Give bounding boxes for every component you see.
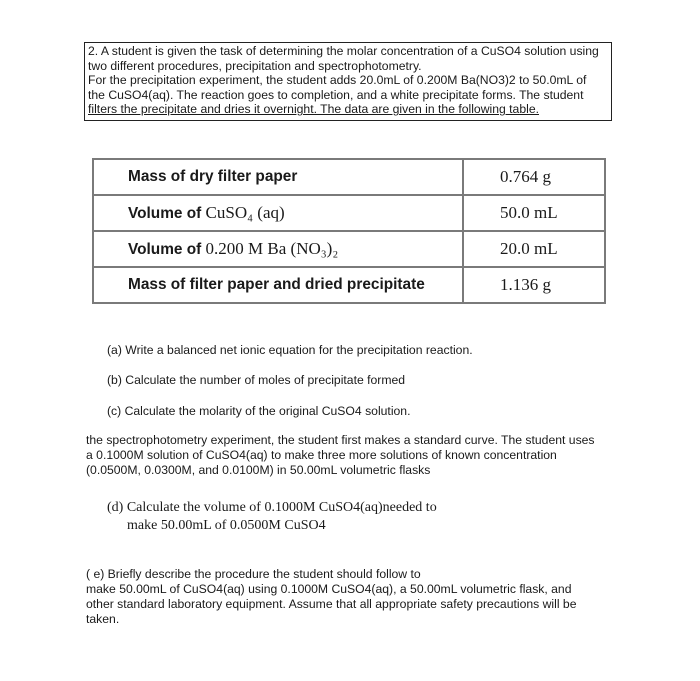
table-value: 1.136 g [463,267,605,303]
table-row [93,267,605,303]
spectrophotometry-paragraph [86,433,646,478]
table-row [93,231,605,267]
question-d [107,499,437,535]
label-formula: 0.200 M Ba (NO₃)₂ [205,239,339,258]
intro-line-5: filters the precipitate and dries it overnight. The data are given in the following table. [88,102,539,117]
table-label: Mass of dry filter paper [93,159,463,195]
question-e-line-3: other standard laboratory equipment. Assume that all appropriate safety precautions will be [86,597,577,611]
intro-line-3: For the precipitation experiment, the student adds 20.0mL of 0.200M Ba(NO3)2 to 50.0mL of [88,73,587,88]
question-b: (b) Calculate the number of moles of precipitate formed [107,373,406,387]
intro-line-4: the CuSO4(aq). The reaction goes to completion, and a white precipitate forms. The student [88,87,584,102]
intro-line-1: 2. A student is given the task of determining the molar concentration of a CuSO4 solution using [88,44,599,58]
question-c: (c) Calculate the molarity of the original CuSO4 solution. [107,404,411,418]
table-value: 20.0 mL [463,231,605,267]
question-d-line-1: (d) Calculate the volume of 0.1000M CuSO4(aq)needed to [107,500,437,515]
table-label [93,231,463,267]
label-prefix: Volume of [128,241,206,258]
table-row [93,195,605,231]
spectro-line-1: the spectrophotometry experiment, the student first makes a standard curve. The student uses [86,433,595,447]
table-label: Mass of filter paper and dried precipitate [93,267,463,303]
question-a: (a) Write a balanced net ionic equation for the precipitation reaction. [107,343,473,357]
question-d-line-2: make 50.00mL of 0.0500M CuSO4 [127,518,326,533]
question-e-line-2: make 50.00mL of CuSO4(aq) using 0.1000M CuSO4(aq), a 50.00mL volumetric flask, and [86,582,572,596]
problem-intro-box [84,42,612,121]
question-e-line-1: ( e) Briefly describe the procedure the student should follow to [86,567,421,581]
label-prefix: Volume of [128,205,206,222]
data-table [92,158,606,304]
table-value: 50.0 mL [463,195,605,231]
question-e-line-4: taken. [86,612,120,626]
spectro-line-3: (0.0500M, 0.0300M, and 0.0100M) in 50.00mL volumetric flasks [86,463,431,477]
table-row [93,159,605,195]
question-e [86,567,646,627]
table-label [93,195,463,231]
label-formula: CuSO₄ (aq) [205,203,285,222]
spectro-line-2: a 0.1000M solution of CuSO4(aq) to make three more solutions of known concentration [86,448,557,462]
table-value: 0.764 g [463,159,605,195]
intro-line-2: two different procedures, precipitation and spectrophotometry. [88,58,422,73]
